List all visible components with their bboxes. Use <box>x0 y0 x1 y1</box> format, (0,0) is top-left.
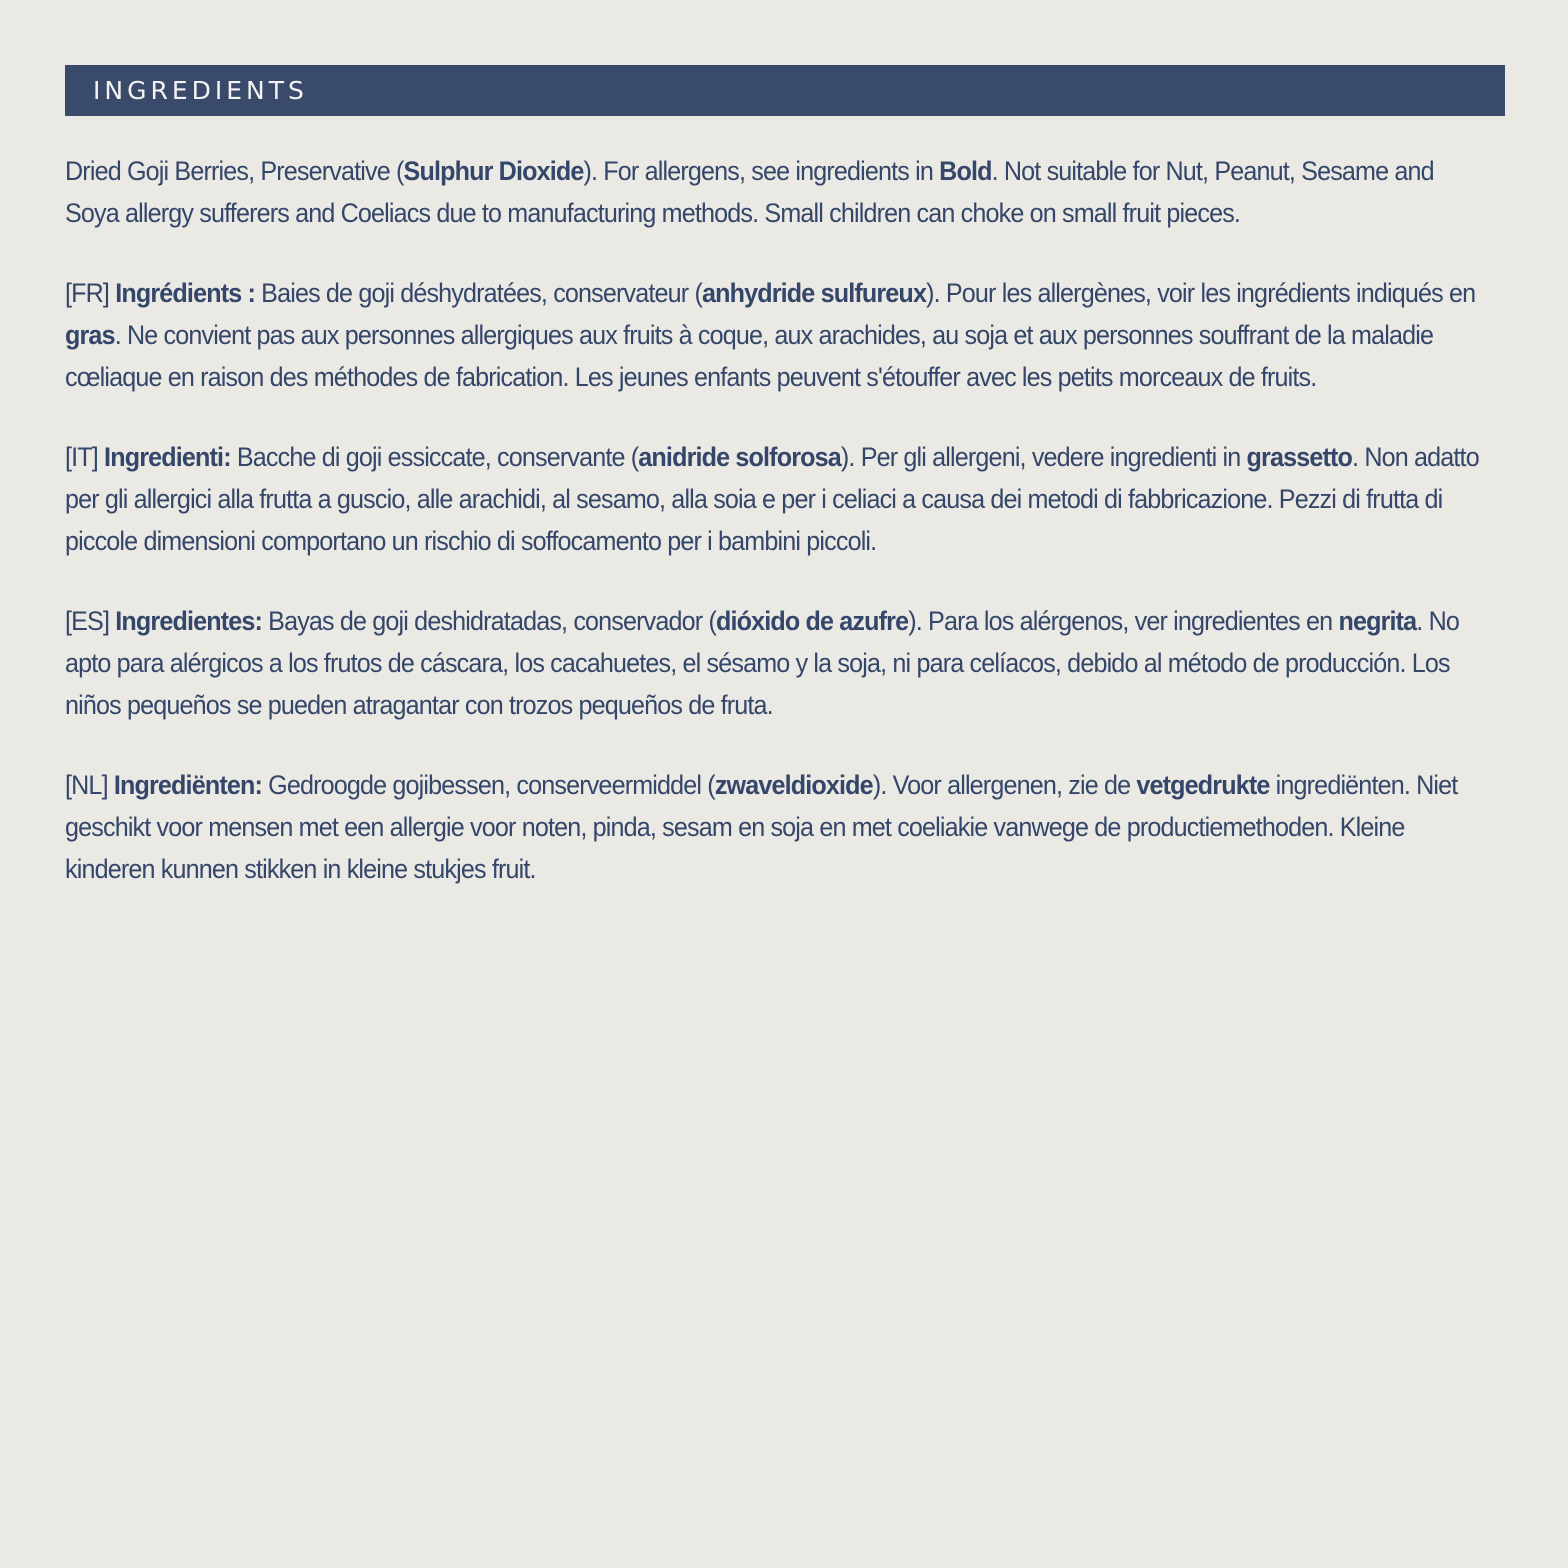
text-segment: Baies de goji déshydratées, conservateur ( <box>255 278 702 308</box>
text-segment: Bacche di goji essiccate, conservante ( <box>230 442 639 472</box>
text-segment: ). Per gli allergeni, vedere ingredienti in <box>840 442 1247 472</box>
text-segment: ). Voor allergenen, zie de <box>872 770 1137 800</box>
text-segment: . Not suitable for Nut, Peanut, Sesame and Soya allergy sufferers and Coeliacs due to manufacturing methods. Small children can choke on small fruit pieces. <box>65 156 1434 228</box>
text-segment: Bayas de goji deshidratadas, conservador ( <box>262 606 716 636</box>
text-segment: ). Pour les allergènes, voir les ingrédients indiqués en <box>926 278 1476 308</box>
ingredients-nl <box>65 764 1493 890</box>
ingredients-content <box>65 150 1500 928</box>
allergen-bold: dióxido de azufre <box>715 606 909 636</box>
language-prefix: [ES] <box>65 606 116 636</box>
bold-keyword: negrita <box>1338 606 1417 636</box>
bold-keyword: Bold <box>939 156 992 186</box>
bold-keyword: grassetto <box>1246 442 1353 472</box>
bold-keyword: vetgedrukte <box>1136 770 1270 800</box>
ingredients-it <box>65 436 1493 562</box>
text-segment: . No apto para alérgicos a los frutos de cáscara, los cacahuetes, el sésamo y la soja, ni para celíacos, debido al método de producción. Los niños pequeños se pueden atragantar con trozos pequeños de fruta. <box>65 606 1460 720</box>
bold-keyword: gras <box>65 320 115 350</box>
allergen-bold: Sulphur Dioxide <box>403 156 584 186</box>
text-segment: ). For allergens, see ingredients in <box>583 156 940 186</box>
ingredients-header-bar <box>65 65 1505 116</box>
ingredients-en <box>65 150 1493 234</box>
language-prefix: [IT] <box>65 442 105 472</box>
section-title: INGREDIENTS <box>93 76 308 105</box>
text-segment: ingrediënten. Niet geschikt voor mensen met een allergie voor noten, pinda, sesam en soja en met coeliakie vanwege de productiemethoden. Kleine kinderen kunnen stikken in kleine stukjes fruit. <box>65 770 1458 884</box>
language-prefix: [NL] <box>65 770 114 800</box>
language-label: Ingrédients : <box>115 278 256 308</box>
text-segment: Dried Goji Berries, Preservative ( <box>65 156 404 186</box>
allergen-bold: anhydride sulfureux <box>701 278 927 308</box>
text-segment: . Ne convient pas aux personnes allergiques aux fruits à coque, aux arachides, au soja et aux personnes souffrant de la maladie cœliaque en raison des méthodes de fabrication. Les jeunes enfants peuvent s'étouffer avec les petits morceaux de fruits. <box>65 320 1434 392</box>
language-prefix: [FR] <box>65 278 116 308</box>
allergen-bold: anidride solforosa <box>638 442 841 472</box>
language-label: Ingrediënten: <box>113 770 263 800</box>
text-segment: Gedroogde gojibessen, conserveermiddel ( <box>262 770 715 800</box>
language-label: Ingredienti: <box>104 442 231 472</box>
text-segment: . Non adatto per gli allergici alla frutta a guscio, alle arachidi, al sesamo, alla soia e per i celiaci a causa dei metodi di fabbricazione. Pezzi di frutta di piccole dimensioni comportano un rischio di soffocamento per i bambini piccoli. <box>65 442 1479 556</box>
language-label: Ingredientes: <box>115 606 263 636</box>
ingredients-fr <box>65 272 1493 398</box>
ingredients-es <box>65 600 1493 726</box>
text-segment: ). Para los alérgenos, ver ingredientes en <box>908 606 1339 636</box>
allergen-bold: zwaveldioxide <box>714 770 873 800</box>
